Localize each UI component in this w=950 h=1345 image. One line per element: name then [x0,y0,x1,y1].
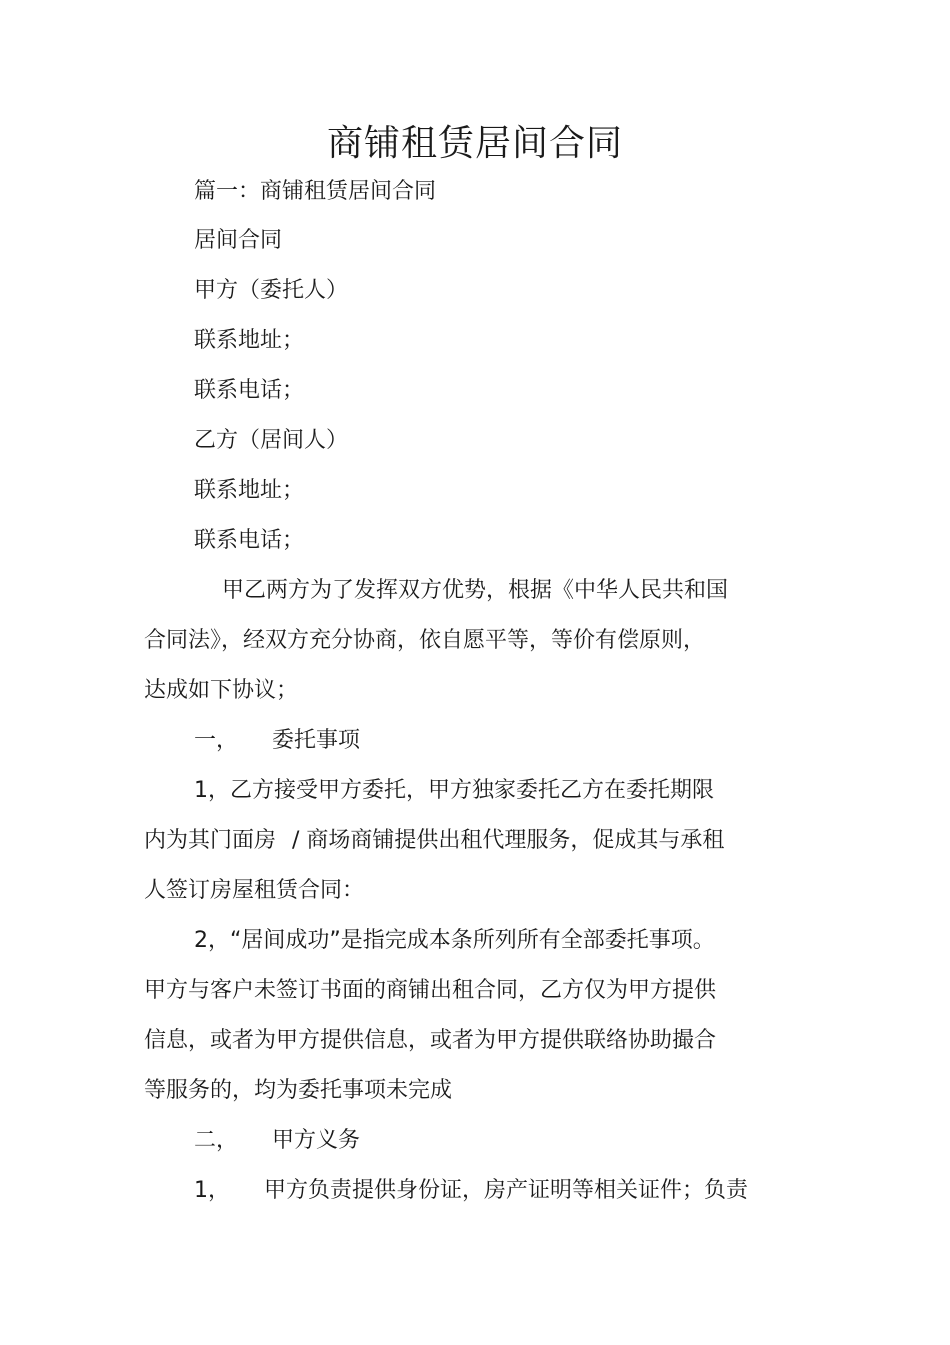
clause-2-1-line-1 [194,1176,748,1206]
preamble-line-1: 甲乙两方为了发挥双方优势，根据《中华人民共和国 [222,578,729,603]
section-1-heading [194,726,360,756]
clause-1-2-line-4: 等服务的，均为委托事项未完成 [144,1078,453,1103]
party-b-label: 乙方（居间人） [194,428,349,453]
clause-1-1-line-2 [144,826,724,856]
section-2-number: 二， [194,1128,239,1153]
clause-2-1-number: 1， [194,1178,230,1203]
clause-2-1-text: 甲方负责提供身份证，房产证明等相关证件；负责 [264,1178,749,1203]
section-1-number: 一， [194,728,239,753]
clause-1-2-line-3: 信息，或者为甲方提供信息，或者为甲方提供联络协助撮合 [144,1028,717,1053]
subtitle-line: 篇一：商铺租赁居间合同 [194,179,437,204]
document-title: 商铺租赁居间合同 [326,123,623,164]
section-2-title: 甲方义务 [272,1128,361,1153]
party-a-phone: 联系电话； [194,378,305,403]
party-a-label: 甲方（委托人） [194,278,349,303]
party-b-phone: 联系电话； [194,528,305,553]
clause-1-1-line-1: 1，乙方接受甲方委托，甲方独家委托乙方在委托期限 [194,778,714,803]
party-a-address: 联系地址； [194,328,305,353]
clause-1-1-part-a: 内为其门面房 [144,828,277,853]
party-b-address: 联系地址； [194,478,305,503]
clause-1-2-line-2: 甲方与客户未签订书面的商铺出租合同，乙方仅为甲方提供 [144,978,717,1003]
clause-1-2-line-1: 2，“居间成功”是指完成本条所列所有全部委托事项。 [194,928,715,953]
clause-1-1-part-b: / 商场商铺提供出租代理服务，促成其与承租 [292,828,725,853]
section-2-heading [194,1126,360,1156]
preamble-line-3: 达成如下协议； [144,678,299,703]
preamble-line-2: 合同法》，经双方充分协商，依自愿平等，等价有偿原则， [144,628,706,653]
section-1-title: 委托事项 [272,728,361,753]
contract-heading: 居间合同 [194,228,283,253]
clause-1-1-line-3: 人签订房屋租赁合同： [144,878,365,903]
